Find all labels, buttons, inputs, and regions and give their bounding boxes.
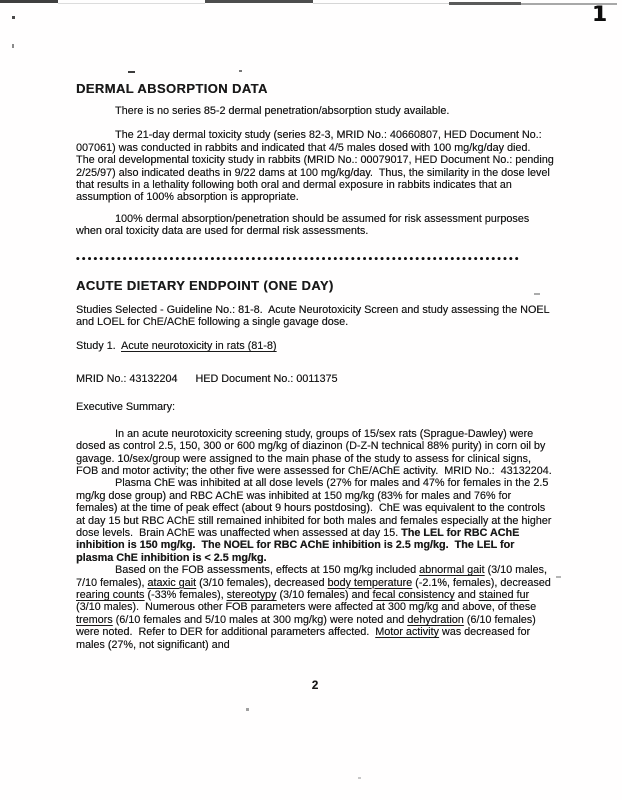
paragraph-studies-selected: Studies Selected - Guideline No.: 81-8. Acute Neurotoxicity Screen and study assessing the NOEL and LOEL for ChE/AChE following a single gavage dose. [76,303,553,329]
document-body [76,81,557,692]
scan-speck [246,708,249,711]
scan-speck [12,16,15,19]
underlined-term: rearing counts [76,588,145,601]
section-heading-dermal-absorption: DERMAL ABSORPTION DATA [76,81,268,96]
text-run: and [454,588,479,601]
paragraph-dermal-toxicity-study: The 21-day dermal toxicity study (series 82-3, MRID No.: 40660807, HED Document No.: 007061) was conducted in rabbits and indicated that 4/5 males dosed with 100 mg/kg/day died. The oral developmental toxicity study in rabbits (MRID No.: 00079017, HED Document No.: pending 2/25/97) also indicated deaths in 9/22 dams at 100 mg/kg/day. Thus, the similarity in the dose level that results in a lethality following both oral and dermal exposure in rabbits indicates that an assumption of 100% absorption is appropriate. [76,129,557,204]
mrid-hed-document-line: MRID No.: 43132204 HED Document No.: 0011375 [76,372,338,385]
text-run: (3/10 males, 7/10 females), [76,564,550,589]
underlined-term: fecal consistency [372,588,455,601]
underlined-term: Motor activity [375,626,439,639]
text-run: Plasma ChE was inhibited at all dose levels (27% for males and 47% for females in the 2.5 mg/kg dose group) and RBC AChE was inhibited at 150 mg/kg (83% for males and 76% for females) at the time of peak effect (about 9 hours postdosing). ChE was equivalent to the controls at day 15 but RBC AChE still remained inhibited for both males and females especially at the higher dose levels. Brain AChE was unaffected when assessed at day 15. [76,477,555,539]
scan-speck [556,576,561,578]
paragraph-100-percent-absorption: 100% dermal absorption/penetration should be assumed for risk assessment purposes when oral toxicity data are used for dermal risk assessments. [76,212,533,238]
executive-summary-paragraph-3 [76,564,554,651]
scan-artifact-top-rule [205,0,313,3]
scan-artifact-top-rule [313,3,449,4]
text-run: (3/10 females), decreased [196,576,328,589]
executive-summary-label: Executive Summary: [76,401,176,414]
key-findings-bold-text: The LEL for RBC AChE inhibition is 150 mg/kg. The NOEL for RBC AChE inhibition is 2.5 mg/kg. The LEL for plasma ChE inhibition is < 2.5 mg/kg. [76,526,523,564]
executive-summary-paragraph-2 [76,477,554,564]
scan-speck [239,70,242,72]
section-heading-acute-dietary-endpoint: ACUTE DIETARY ENDPOINT (ONE DAY) [76,277,334,293]
underlined-term: ataxic gait [147,576,197,589]
dotted-separator: •••••••••••••••••••••••••••••••••••••••••••••••••••••••••••••••••••••••••••• [76,253,521,265]
text-run: (-2.1%, females), decreased [412,576,554,589]
underlined-term: abnormal gait [419,564,485,577]
page-number: 2 [311,680,319,692]
text-run: (-33% females), [144,588,227,601]
underlined-term: stereotypy [226,588,277,601]
underlined-term: tremors [76,613,113,626]
scan-artifact-top-rule [449,2,521,5]
study-1-title-line [76,340,554,352]
text-run: Based on the FOB assessments, effects at 150 mg/kg included [115,564,420,577]
text-run: (3/10 females) and [276,588,373,601]
scan-speck [128,71,135,73]
study-1-title: Acute neurotoxicity in rats (81-8) [121,340,277,353]
underlined-term: body temperature [327,576,413,589]
text-run: (6/10 females) were noted. Refer to DER for additional parameters affected. [76,613,539,639]
text-run: was decreased for males (27%, not significant) and [76,626,534,651]
scan-speck [358,777,361,779]
scan-artifact-top-rule [0,0,58,3]
text-run: (3/10 males). Numerous other FOB parameters were affected at 300 mg/kg and above, of these [76,588,540,614]
scan-speck [12,44,14,48]
underlined-term: dehydration [407,613,464,626]
study-1-label: Study 1. [76,340,122,353]
scan-artifact-corner-mark: 1 [592,2,607,26]
scan-artifact-top-rule [58,3,205,4]
paragraph-no-study-available: There is no series 85-2 dermal penetration/absorption study available. [115,105,450,117]
text-run: (6/10 females and 5/10 males at 300 mg/kg) were noted and [112,613,408,626]
executive-summary-paragraph-1: In an acute neurotoxicity screening study, groups of 15/sex rats (Sprague-Dawley) were dosed as control 2.5, 150, 300 or 600 mg/kg of diazinon (D-Z-N technical 88% purity) in corn oil by gavage. 10/sex/group were assigned to the main phase of the study to assess for clinical signs, FOB and motor activity; the other five were assessed for ChE/AChE activity. MRID No.: 43132204. [76,427,552,477]
underlined-term: stained fur [478,588,530,601]
